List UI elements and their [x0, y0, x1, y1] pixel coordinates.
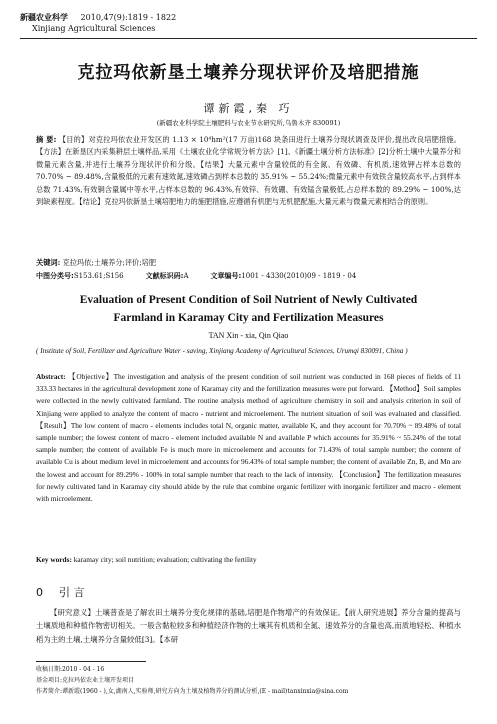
section-number: 0	[36, 586, 43, 599]
document-code: 文献标识码:A	[145, 272, 189, 280]
keywords-en-text: karamay city; soil nutrition; evaluation; cultivating the fertility	[73, 555, 257, 564]
authors-zh: 谭新霞,秦 巧	[203, 102, 294, 115]
clc-number: 中图分类号:S153.61;S156	[36, 272, 124, 280]
title-zh: 克拉玛依新垦土壤养分现状评价及培肥措施	[77, 63, 420, 83]
running-header	[20, 12, 176, 34]
abstract-en-text: 【Objective】The investigation and analysis of the present condition of soil nutrient was conducted in 168 pieces of fields of 11 333.33 hectares in the agricultural development zone of Karamay city and the fertilization measures were put forward. 【Method】Soil samples were collected in the newly cultivated farmland. The routine analysis method of agriculture chemistry in soil and analysis criterion in soil of Xinjiang were applied to analyze the content of macro - nutrient and microelement. The nutrient situation of soil was evaluated and classified. 【Result】The low content of macro - elements includes total N, organic matter, available K, and they account for 70.70% ~ 89.48% of total sample number; the lowest content of macro - element included available N and available P which accounts for 35.91% ~ 55.24% of the total sample number; the content of available Fe is much more in microelement and accounts for 71.43% of total sample number; the content of available Cu is about medium level in microelement and accounts for 96.43% of total sample number; the content of available Zn, B, and Mn are the lowest and account for 89.29% - 100% in total sample number that reach to the lack of intensity. 【Conclusion】The fertilization measures for newly cultivated land in Karamay city should abide by the rule that combine organic fertilizer with inorganic fertilizer and macro - element with microelement.	[36, 372, 461, 504]
header-rule	[20, 38, 477, 39]
title-en: Evaluation of Present Condition of Soil Nutrient of Newly Cultivated Farmland in Karamay City and Fertilization Measures	[79, 294, 418, 324]
abstract-zh-label: 摘 要:	[36, 135, 57, 144]
footnote-rule	[36, 661, 146, 662]
abstract-zh	[36, 134, 461, 208]
journal-name-en: Xinjiang Agricultural Sciences	[32, 24, 156, 33]
keywords-en	[36, 555, 461, 564]
authors-en: TAN Xin - xia, Qin Qiao	[208, 331, 289, 340]
keywords-zh-label: 关键词:	[36, 258, 61, 267]
footnote-received: 收稿日期:2010 - 04 - 16	[36, 666, 105, 673]
journal-issue: 2010,47(9):1819 - 1822	[80, 13, 177, 22]
intro-paragraph: 【研究意义】土壤普查是了解农田土壤养分变化规律的基础,培肥是作物增产的有效保证。【前人研究进展】养分含量的提高与土壤质地和种植作物密切相关。一般含黏粒较多和种植经济作物的土壤其有机质和全氮、速效养分的含量也高,而质地轻松、种植水稻为主的土壤,土壤养分含量较低[3]。【本研	[36, 608, 461, 644]
footnotes	[36, 664, 461, 697]
classification-meta	[36, 271, 461, 281]
footnote-author: 作者简介:谭新霞(1960 - ),女,湖南人,实验师,研究方向为土壤及植物养分的测试分析,(E - mail)tanxinxia@sina.com	[36, 688, 349, 695]
footnote-funding: 基金项目:克拉玛依农业土壤开发项目	[36, 677, 135, 684]
affiliation-en: ( Institute of Soil, Fertilizer and Agriculture Water - saving, Xinjiang Academy of Agricultural Sciences, Urumqi 830091, China )	[36, 347, 408, 355]
section-heading	[36, 584, 101, 600]
affiliation-zh: (新疆农业科学院土壤肥料与农业节水研究所,乌鲁木齐 830091)	[156, 119, 341, 127]
keywords-zh-text: 克拉玛依;土壤养分;评价;培肥	[62, 258, 157, 267]
abstract-zh-text: 【目的】对克拉玛依农业开发区的 1.13 × 10⁴hm²(17 万亩)168 块条田进行土壤养分现状调查及评价,提出改良培肥措施。【方法】在新垦区内采集耕层土壤样品,采用《土壤农业化学常规分析方法》[1]、《新疆土壤分析方法标准》[2]分析土壤中大量养分和微量元素含量,并进行土壤养分现状评价和分级。【结果】大量元素中含量较低的有全氮、有效磷、有机质,速效钾占样本总数的 70.70% ~ 89.48%,含量极低的元素有速效氮,速效磷占到样本总数的 35.91% ~ 55.24%;微量元素中有效铁含量较高水平,占到样本总数 71.43%,有效铜含量属中等水平,占样本总数的 96.43%,有效锌、有效硼、有效锰含量极低,占总样本数的 89.29% ~ 100%,达到缺素程度。【结论】克拉玛依新垦土壤培肥地力的施肥措施,应遵循有机肥与无机肥配施,大量元素与微量元素相结合的原则。	[36, 135, 461, 207]
keywords-zh	[36, 257, 461, 269]
keywords-en-label: Key words:	[36, 555, 72, 564]
section-title: 引 言	[59, 586, 85, 599]
article-number: 文章编号:1001 - 4330(2010)09 - 1819 - 04	[210, 272, 357, 280]
abstract-en-label: Abstract:	[36, 372, 66, 381]
journal-name-zh: 新疆农业科学	[20, 13, 68, 22]
abstract-en	[36, 371, 461, 505]
